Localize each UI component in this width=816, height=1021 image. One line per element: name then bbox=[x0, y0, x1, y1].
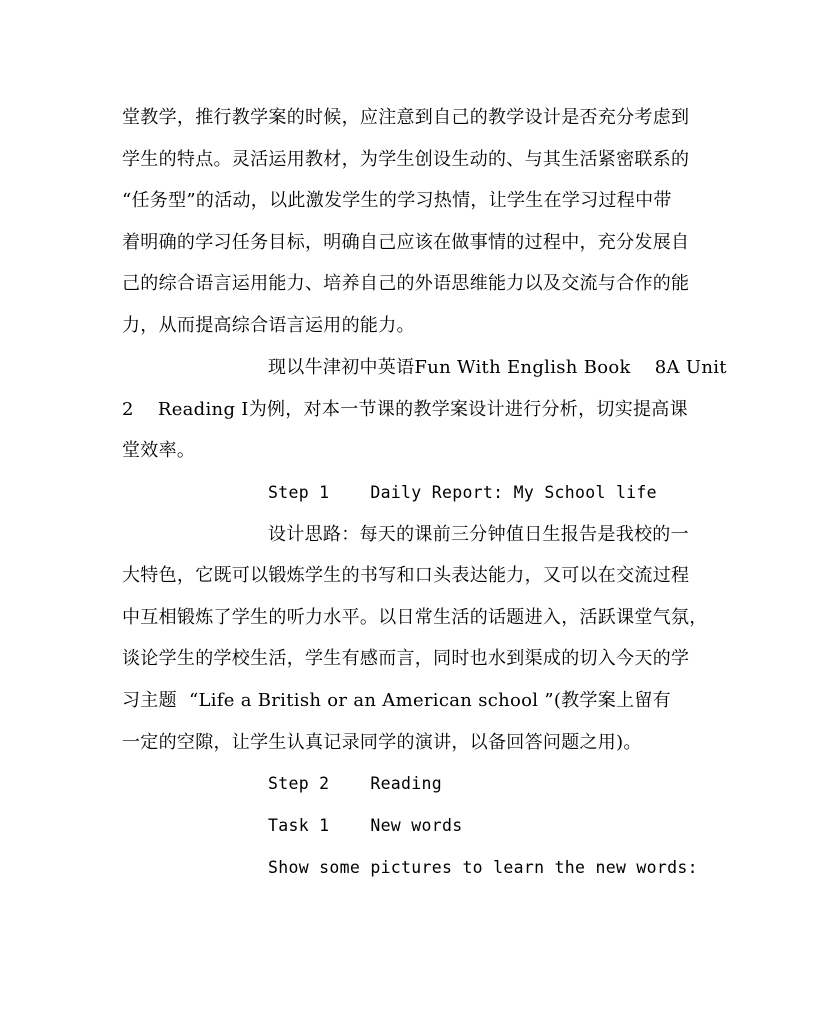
text-line: 堂教学，推行教学案的时候，应注意到自己的教学设计是否充分考虑到 bbox=[122, 107, 690, 128]
text-line: “任务型”的活动，以此激发学生的学习热情，让学生在学习过程中带 bbox=[122, 190, 672, 211]
text-line: 现以牛津初中英语Fun With English Book 8A Unit bbox=[268, 357, 727, 378]
text-line: 力，从而提高综合语言运用的能力。 bbox=[122, 315, 415, 336]
text-line: 己的综合语言运用能力、培养自己的外语思维能力以及交流与合作的能 bbox=[122, 273, 690, 294]
text-line: 一定的空隙，让学生认真记录同学的演讲，以备回答问题之用)。 bbox=[122, 732, 642, 753]
text-line: 习主题 “Life a British or an American school ”(教学案上留有 bbox=[122, 690, 671, 711]
text-line: 设计思路：每天的课前三分钟值日生报告是我校的一 bbox=[268, 524, 689, 545]
text-line: 着明确的学习任务目标，明确自己应该在做事情的过程中，充分发展自 bbox=[122, 232, 690, 253]
text-line: 大特色，它既可以锻炼学生的书写和口头表达能力，又可以在交流过程 bbox=[122, 565, 690, 586]
text-line: 中互相锻炼了学生的听力水平。以日常生活的话题进入，活跃课堂气氛， bbox=[122, 607, 708, 628]
task-1-instruction: Show some pictures to learn the new words: bbox=[268, 858, 698, 877]
task-1-heading: Task 1 New words bbox=[268, 816, 463, 835]
step-1-heading: Step 1 Daily Report: My School life bbox=[268, 483, 657, 502]
step-2-heading: Step 2 Reading bbox=[268, 774, 442, 793]
text-line: 学生的特点。灵活运用教材，为学生创设生动的、与其生活紧密联系的 bbox=[122, 149, 690, 170]
text-line: 2 Reading I为例，对本一节课的教学案设计进行分析，切实提高课 bbox=[122, 399, 688, 420]
text-line: 堂效率。 bbox=[122, 440, 196, 461]
text-line: 谈论学生的学校生活，学生有感而言，同时也水到渠成的切入今天的学 bbox=[122, 648, 690, 669]
